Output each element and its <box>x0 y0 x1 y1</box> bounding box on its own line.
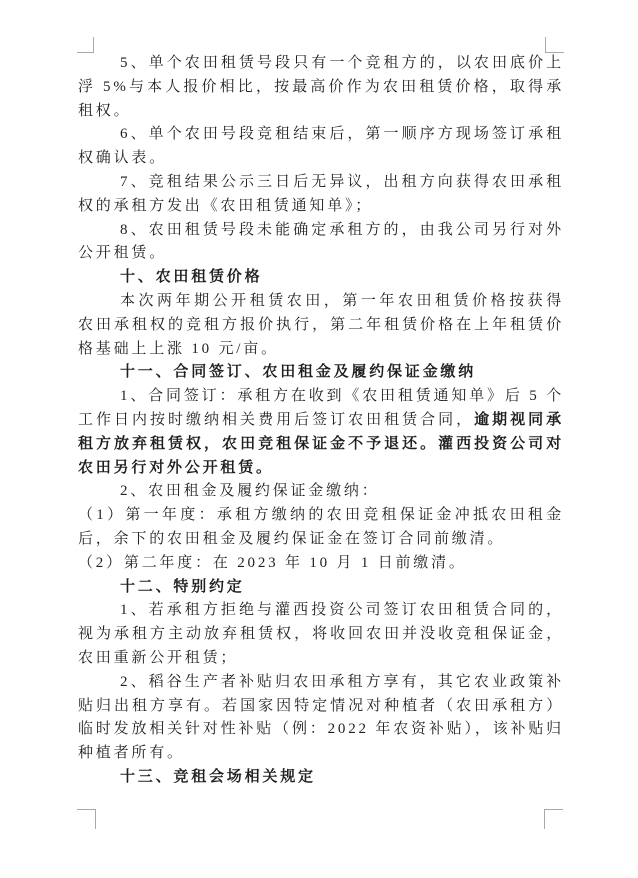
text-run: 十一、合同签订、农田租金及履约保证金缴纳 <box>120 364 477 381</box>
paragraph <box>78 123 564 171</box>
paragraph <box>78 671 564 766</box>
section-heading <box>78 576 564 600</box>
text-run: 十二、特别约定 <box>120 578 245 595</box>
page-margin-mark-bottom-left <box>77 809 96 829</box>
text-run: 2、稻谷生产者补贴归农田承租方享有，其它农业政策补贴归出租方享有。若国家因特定情况对种植者（农田承租方）临时发放相关针对性补贴（例：2022 年农资补贴），该补贴归种植者所有。 <box>78 673 564 762</box>
paragraph <box>78 52 564 123</box>
document-body <box>78 52 564 790</box>
section-heading <box>78 361 564 385</box>
text-run: 1、合同签订：承租方在收到《农田租赁通知单》后 5 个工作日内按时缴纳相关费用后签订农田租赁合同， <box>78 388 564 428</box>
paragraph <box>78 290 564 361</box>
text-run: 2、农田租金及履约保证金缴纳： <box>120 483 380 500</box>
text-run: 1、若承租方拒绝与灌西投资公司签订农田租赁合同的，视为承租方主动放弃租赁权，将收回农田并没收竞租保证金，农田重新公开租赁； <box>78 602 564 666</box>
text-run: 十三、竞租会场相关规定 <box>120 768 316 785</box>
text-run: 7、竞租结果公示三日后无异议，出租方向获得农田承租权的承租方发出《农田租赁通知单》； <box>78 173 564 214</box>
page-margin-mark-bottom-right <box>544 809 563 829</box>
paragraph <box>78 504 564 552</box>
paragraph <box>78 385 564 480</box>
section-heading <box>78 766 564 790</box>
paragraph <box>78 599 564 670</box>
paragraph <box>78 480 564 504</box>
page-margin-mark-top-right <box>545 37 564 53</box>
text-run: 8、农田租赁号段未能确定承租方的，由我公司另行对外公开租赁。 <box>78 221 564 262</box>
paragraph <box>78 219 564 267</box>
text-run: 本次两年期公开租赁农田，第一年农田租赁价格按获得农田承租权的竞租方报价执行，第二年租赁价格在上年租赁价格基础上上涨 10 元/亩。 <box>78 292 564 357</box>
paragraph <box>78 552 564 576</box>
text-run: 十、农田租赁价格 <box>120 269 263 286</box>
text-run: 5、单个农田租赁号段只有一个竞租方的，以农田底价上浮 5%与本人报价相比，按最高价作为农田租赁价格，取得承租权。 <box>78 55 564 119</box>
text-run: （2）第二年度：在 2023 年 10 月 1 日前缴清。 <box>78 554 467 571</box>
text-run: （1）第一年度：承租方缴纳的农田竞租保证金冲抵农田租金后，余下的农田租金及履约保证金在签订合同前缴清。 <box>78 507 564 547</box>
text-run: 逾期视同承租方放弃租赁权，农田竞租保证金不予退还。灌西投资公司对农田另行对外公开租赁。 <box>78 411 564 476</box>
page-margin-mark-top-left <box>77 37 94 53</box>
section-heading <box>78 266 564 290</box>
text-run: 6、单个农田号段竞租结束后，第一顺序方现场签订承租权确认表。 <box>78 126 564 167</box>
paragraph <box>78 171 564 219</box>
